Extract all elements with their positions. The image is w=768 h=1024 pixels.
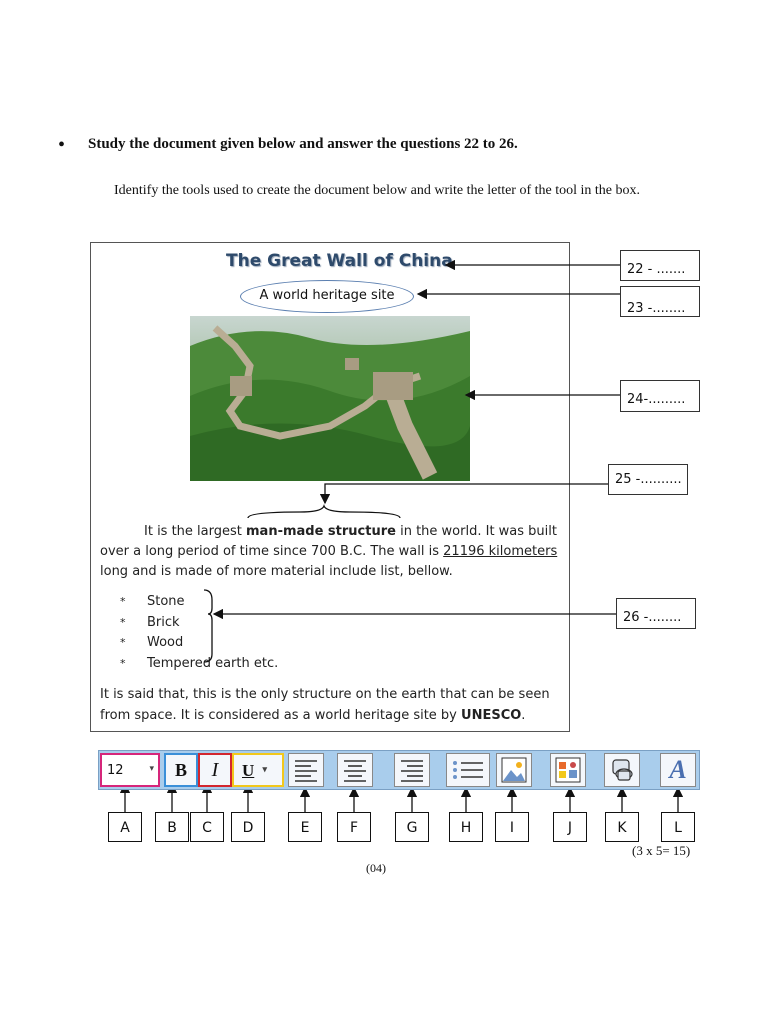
great-wall-image xyxy=(190,316,470,481)
bold-button[interactable]: B xyxy=(164,753,198,787)
picture-icon xyxy=(497,754,531,786)
bullet-list-icon xyxy=(447,754,489,786)
paragraph-one xyxy=(100,522,562,582)
align-left-icon xyxy=(289,754,323,786)
bullet-list-button[interactable] xyxy=(446,753,490,787)
document-subtitle: A world heritage site xyxy=(259,288,395,303)
letter-box-i: I xyxy=(495,812,529,842)
instruction-bullet: • xyxy=(58,134,66,156)
insert-shapes-button[interactable] xyxy=(604,753,640,787)
document-subtitle-oval xyxy=(240,280,414,313)
unesco-bold-text: UNESCO xyxy=(461,708,522,723)
wordart-button[interactable]: A xyxy=(660,753,696,787)
clipart-icon xyxy=(551,754,585,786)
align-center-button[interactable] xyxy=(337,753,373,787)
letter-box-l: L xyxy=(661,812,695,842)
list-bullet: * xyxy=(120,636,126,649)
font-size-value: 12 xyxy=(107,763,124,778)
instruction-title: Study the document given below and answer the questions 22 to 26. xyxy=(88,136,518,152)
letter-box-j: J xyxy=(553,812,587,842)
document-title: The Great Wall of China xyxy=(226,251,453,271)
letter-box-f: F xyxy=(337,812,371,842)
materials-list xyxy=(120,594,278,676)
page-number: (04) xyxy=(366,861,386,875)
paragraph-one-text-a: It is the largest xyxy=(144,524,246,539)
letter-box-e: E xyxy=(288,812,322,842)
bold-text: man-made structure xyxy=(246,524,396,539)
underline-label: U xyxy=(242,761,255,780)
chevron-down-icon: ▾ xyxy=(149,764,154,774)
insert-picture-button[interactable] xyxy=(496,753,532,787)
list-item: * Stone xyxy=(120,594,185,609)
letter-box-g: G xyxy=(395,812,429,842)
answer-box-25[interactable]: 25 -.......... xyxy=(608,464,688,495)
align-center-icon xyxy=(338,754,372,786)
paragraph-two: It is said that, this is the only structure on the earth that can be seen from space. It is considered as a world heritage site by UNESCO. xyxy=(100,687,550,723)
paragraph-one-text-b: in the world. It was built over a long period of time since 700 B.C. The wall is xyxy=(100,524,557,559)
list-bullet: * xyxy=(120,595,126,608)
letter-box-h: H xyxy=(449,812,483,842)
insert-clipart-button[interactable] xyxy=(550,753,586,787)
letter-box-a: A xyxy=(108,812,142,842)
answer-box-23[interactable]: 23 -........ xyxy=(620,286,700,317)
align-right-icon xyxy=(395,754,429,786)
italic-button[interactable]: I xyxy=(198,753,232,787)
list-bullet: * xyxy=(120,656,126,670)
shapes-icon xyxy=(605,754,639,786)
align-right-button[interactable] xyxy=(394,753,430,787)
paragraph-two-text-a: It is said that, this is the only structure on the earth that can be seen from space. It is considered as a world heritage site by xyxy=(100,687,550,723)
letter-box-b: B xyxy=(155,812,189,842)
answer-box-22[interactable]: 22 - ....... xyxy=(620,250,700,281)
paragraph-one-text-c: long and is made of more material include list, bellow. xyxy=(100,564,453,579)
list-item: * Brick xyxy=(120,614,180,630)
instruction-subtitle: Identify the tools used to create the document below and write the letter of the tool in the box. xyxy=(114,183,641,198)
marks-label: (3 x 5= 15) xyxy=(632,843,691,858)
font-size-select[interactable] xyxy=(100,753,160,787)
list-item: * Wood xyxy=(120,635,184,650)
answer-box-24[interactable]: 24-......... xyxy=(620,380,700,412)
letter-box-k: K xyxy=(605,812,639,842)
list-item: * Tempered earth etc. xyxy=(120,655,279,671)
chevron-down-icon: ▾ xyxy=(262,764,268,774)
letter-box-c: C xyxy=(190,812,224,842)
list-bullet: * xyxy=(120,615,126,629)
underlined-text: 21196 kilometers xyxy=(443,544,558,559)
underline-button[interactable] xyxy=(232,753,284,787)
align-left-button[interactable] xyxy=(288,753,324,787)
letter-box-d: D xyxy=(231,812,265,842)
answer-box-26[interactable]: 26 -........ xyxy=(616,598,696,629)
